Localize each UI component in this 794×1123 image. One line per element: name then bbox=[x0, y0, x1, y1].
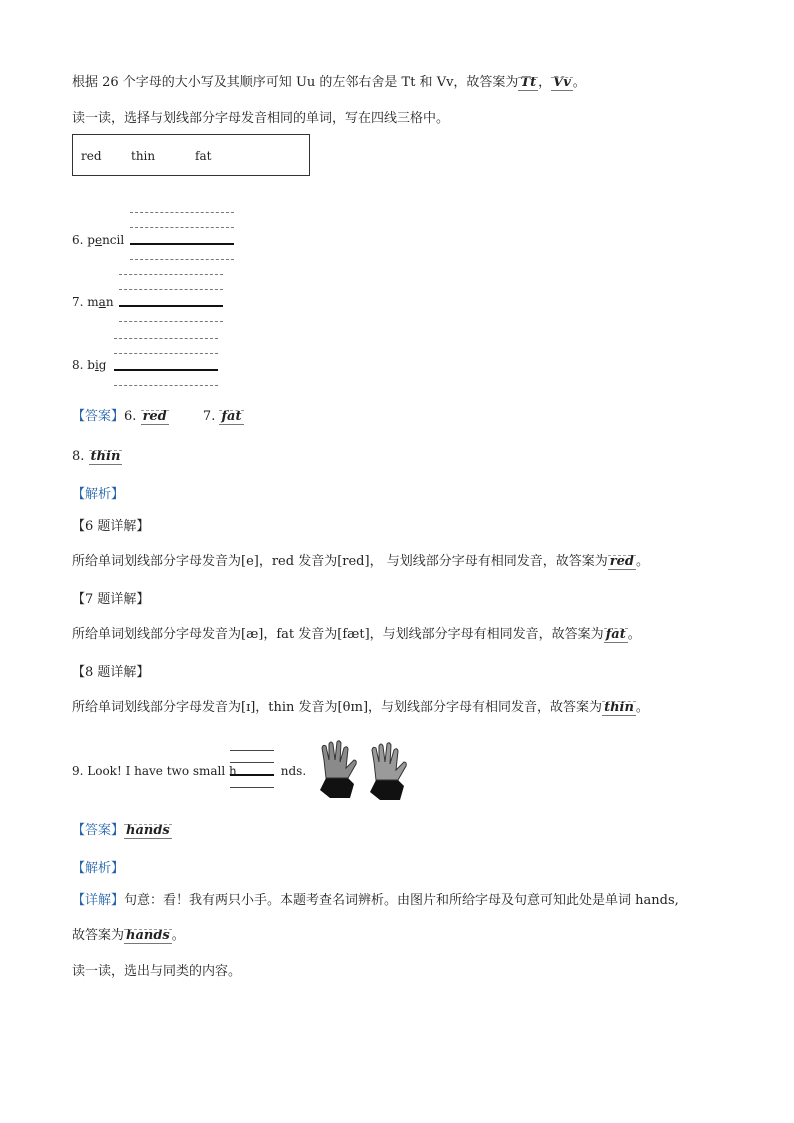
answer-num-6: 6. bbox=[124, 409, 137, 424]
question-6: 6. pencil bbox=[72, 233, 125, 247]
analysis-label: 【解析】 bbox=[72, 487, 125, 502]
detail-6-text: 所给单词划线部分字母发音为[e]，red 发音为[red]， 与划线部分字母有相同发音，故答案为 red 。 bbox=[72, 554, 649, 569]
intro-line bbox=[72, 74, 586, 92]
analysis-label-2: 【解析】 bbox=[72, 861, 125, 876]
word-red: red bbox=[81, 149, 102, 163]
answer-num-7: 7. bbox=[202, 409, 216, 424]
four-line-grid-7[interactable] bbox=[119, 274, 223, 322]
question-7: 7. man bbox=[72, 295, 114, 309]
handwritten-red-2: red bbox=[609, 554, 634, 569]
answer-num-8: 8. bbox=[72, 449, 85, 464]
detail-6-title: 【6 题详解】 bbox=[72, 519, 150, 534]
handwritten-thin-2: thin bbox=[604, 700, 634, 715]
detail-8-text: 所给单词划线部分字母发音为[ɪ]，thin 发音为[θɪn]，与划线部分字母有相同发音，故答案为 thin 。 bbox=[72, 700, 649, 715]
answer-line-1 bbox=[72, 408, 244, 426]
answer-tt: Tt bbox=[520, 75, 537, 90]
handwritten-red: red bbox=[142, 409, 167, 424]
word-thin: thin bbox=[131, 149, 156, 163]
intro-text: 根据 26 个字母的大小写及其顺序可知 Uu 的左邻右舍是 Tt 和 Vv，故答案为 bbox=[72, 75, 519, 90]
intro-sep: ， bbox=[538, 75, 552, 90]
handwritten-hands: hands bbox=[126, 823, 170, 838]
answer-line-2 bbox=[72, 822, 172, 840]
right-glove-icon bbox=[370, 743, 406, 800]
detail-9-line1: 【详解】句意：看！我有两只小手。本题考查名词辨析。由图片和所给字母及句意可知此处是单词 hands, bbox=[72, 893, 679, 908]
instruction-2: 读一读，选出与同类的内容。 bbox=[72, 964, 242, 979]
question-8: 8. big bbox=[72, 358, 107, 372]
handwritten-thin: thin bbox=[90, 449, 121, 464]
detail-7-text: 所给单词划线部分字母发音为[æ]，fat 发音为[fæt]，与划线部分字母有相同发音，故答案为 fat 。 bbox=[72, 627, 641, 642]
answer-line-8 bbox=[72, 448, 122, 466]
answer-label: 【答案】 bbox=[72, 409, 125, 424]
four-line-grid-8[interactable] bbox=[114, 338, 218, 386]
detail-9-line2: 故答案为 hands 。 bbox=[72, 928, 185, 943]
answer-label-2: 【答案】 bbox=[72, 823, 125, 838]
gloves-image bbox=[316, 738, 420, 800]
instruction-1: 读一读，选择与划线部分字母发音相同的单词，写在四线三格中。 bbox=[72, 111, 450, 126]
answer-vv: Vv bbox=[553, 75, 571, 90]
handwritten-fat-2: fat bbox=[605, 627, 626, 642]
four-line-grid-9[interactable] bbox=[230, 750, 274, 788]
detail-8-title: 【8 题详解】 bbox=[72, 665, 150, 680]
word-fat: fat bbox=[195, 149, 212, 163]
intro-end: 。 bbox=[572, 75, 586, 90]
detail-7-title: 【7 题详解】 bbox=[72, 592, 150, 607]
question-9: 9. Look! I have two small h nds. bbox=[72, 764, 307, 778]
handwritten-hands-2: hands bbox=[126, 928, 170, 943]
four-line-grid-6[interactable] bbox=[130, 212, 234, 260]
left-glove-icon bbox=[320, 741, 356, 798]
word-box bbox=[72, 134, 310, 176]
handwritten-fat: fat bbox=[221, 409, 242, 424]
